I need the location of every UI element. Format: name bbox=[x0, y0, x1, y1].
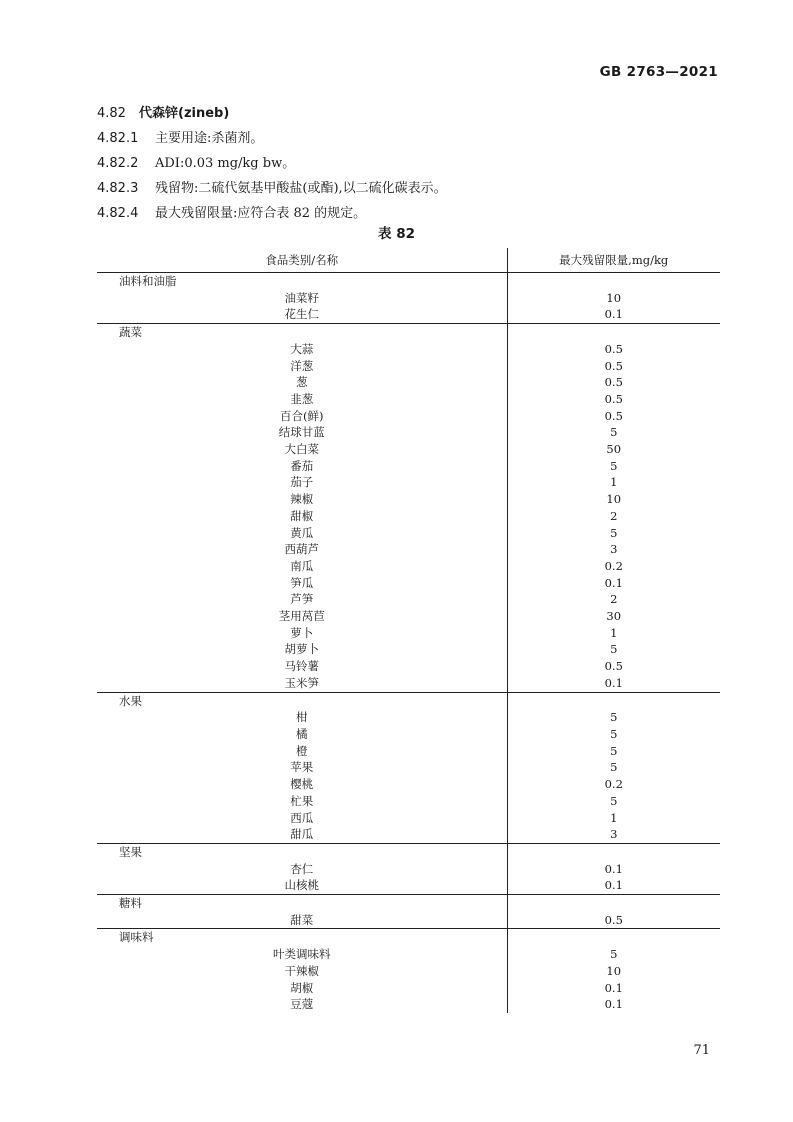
max-residue-limit: 0.5 bbox=[604, 358, 623, 373]
table-row bbox=[97, 541, 720, 558]
clause-number: 4.82.4 bbox=[97, 206, 139, 221]
clause-number: 4.82.2 bbox=[97, 156, 139, 171]
column-header-limit: 最大残留限量,mg/kg bbox=[507, 248, 720, 273]
food-name: 胡椒 bbox=[97, 980, 507, 997]
max-residue-limit: 1 bbox=[610, 810, 618, 825]
food-name: 干辣椒 bbox=[97, 963, 507, 980]
food-name: 萝卜 bbox=[97, 625, 507, 642]
category-value-empty bbox=[507, 929, 720, 946]
food-name: 大白菜 bbox=[97, 441, 507, 458]
max-residue-limit: 3 bbox=[610, 542, 618, 557]
max-residue-limit: 0.5 bbox=[604, 912, 623, 927]
max-residue-limit: 2 bbox=[610, 592, 618, 607]
max-residue-limit: 5 bbox=[610, 710, 618, 725]
max-residue-limit: 3 bbox=[610, 827, 618, 842]
max-residue-limit: 0.1 bbox=[604, 861, 623, 876]
category-value-empty bbox=[507, 273, 720, 290]
food-name: 豆蔻 bbox=[97, 996, 507, 1013]
category-value-empty bbox=[507, 843, 720, 860]
category-row bbox=[97, 692, 720, 709]
food-name: 胡萝卜 bbox=[97, 641, 507, 658]
food-name: 芦笋 bbox=[97, 591, 507, 608]
clause-text: 残留物:二硫代氨基甲酸盐(或酯),以二硫化碳表示。 bbox=[155, 181, 447, 196]
mrl-table bbox=[97, 248, 720, 1013]
category-value-empty bbox=[507, 324, 720, 341]
category-label: 蔬菜 bbox=[97, 324, 507, 341]
standard-number: GB 2763—2021 bbox=[599, 64, 718, 80]
max-residue-limit: 5 bbox=[610, 793, 618, 808]
table-row bbox=[97, 424, 720, 441]
food-name: 黄瓜 bbox=[97, 525, 507, 542]
table-row bbox=[97, 675, 720, 692]
max-residue-limit: 2 bbox=[610, 508, 618, 523]
clause-number: 4.82 bbox=[97, 106, 126, 121]
max-residue-limit: 0.2 bbox=[604, 777, 623, 792]
table-row bbox=[97, 441, 720, 458]
clause-item bbox=[97, 176, 717, 201]
food-name: 南瓜 bbox=[97, 558, 507, 575]
category-label: 糖料 bbox=[97, 895, 507, 912]
clause-text: 代森锌(zineb) bbox=[139, 106, 230, 121]
table-row bbox=[97, 709, 720, 726]
table-body bbox=[97, 273, 720, 1013]
table-row bbox=[97, 641, 720, 658]
food-name: 茎用莴苣 bbox=[97, 608, 507, 625]
table-row bbox=[97, 658, 720, 675]
max-residue-limit: 0.5 bbox=[604, 375, 623, 390]
max-residue-limit: 5 bbox=[610, 947, 618, 962]
clause-heading bbox=[97, 101, 717, 126]
table-row bbox=[97, 474, 720, 491]
food-name: 杏仁 bbox=[97, 861, 507, 878]
table-row bbox=[97, 759, 720, 776]
max-residue-limit: 5 bbox=[610, 726, 618, 741]
max-residue-limit: 5 bbox=[610, 425, 618, 440]
max-residue-limit: 0.2 bbox=[604, 558, 623, 573]
category-label: 坚果 bbox=[97, 843, 507, 860]
food-name: 叶类调味料 bbox=[97, 946, 507, 963]
food-name: 橙 bbox=[97, 743, 507, 760]
food-name: 马铃薯 bbox=[97, 658, 507, 675]
table-row bbox=[97, 508, 720, 525]
table-row bbox=[97, 793, 720, 810]
category-row bbox=[97, 843, 720, 860]
clause-number: 4.82.3 bbox=[97, 181, 139, 196]
category-row bbox=[97, 929, 720, 946]
table-row bbox=[97, 912, 720, 929]
table-row bbox=[97, 861, 720, 878]
clause-text: ADI:0.03 mg/kg bw。 bbox=[155, 156, 296, 171]
max-residue-limit: 0.5 bbox=[604, 391, 623, 406]
food-name: 茄子 bbox=[97, 474, 507, 491]
food-name: 山核桃 bbox=[97, 877, 507, 894]
category-row bbox=[97, 324, 720, 341]
food-name: 柑 bbox=[97, 709, 507, 726]
category-label: 水果 bbox=[97, 692, 507, 709]
table-row bbox=[97, 341, 720, 358]
category-value-empty bbox=[507, 692, 720, 709]
clause-text: 最大残留限量:应符合表 82 的规定。 bbox=[155, 206, 367, 221]
table-row bbox=[97, 408, 720, 425]
page-number: 71 bbox=[693, 1043, 710, 1058]
max-residue-limit: 10 bbox=[606, 963, 622, 978]
food-name: 樱桃 bbox=[97, 776, 507, 793]
clause-number: 4.82.1 bbox=[97, 131, 139, 146]
food-name: 杧果 bbox=[97, 793, 507, 810]
table-row bbox=[97, 810, 720, 827]
food-name: 甜瓜 bbox=[97, 826, 507, 843]
table-title: 表 82 bbox=[378, 226, 415, 242]
table-row bbox=[97, 946, 720, 963]
food-name: 辣椒 bbox=[97, 491, 507, 508]
table-row bbox=[97, 491, 720, 508]
table-row bbox=[97, 358, 720, 375]
table-row bbox=[97, 290, 720, 307]
max-residue-limit: 5 bbox=[610, 760, 618, 775]
max-residue-limit: 0.1 bbox=[604, 307, 623, 322]
max-residue-limit: 0.1 bbox=[604, 675, 623, 690]
table-row bbox=[97, 374, 720, 391]
max-residue-limit: 0.5 bbox=[604, 408, 623, 423]
table-row bbox=[97, 776, 720, 793]
max-residue-limit: 0.5 bbox=[604, 341, 623, 356]
table-row bbox=[97, 726, 720, 743]
clause-text: 主要用途:杀菌剂。 bbox=[155, 131, 264, 146]
table-row bbox=[97, 575, 720, 592]
food-name: 葱 bbox=[97, 374, 507, 391]
max-residue-limit: 5 bbox=[610, 458, 618, 473]
food-name: 花生仁 bbox=[97, 306, 507, 323]
category-label: 油料和油脂 bbox=[97, 273, 507, 290]
category-row bbox=[97, 895, 720, 912]
max-residue-limit: 0.1 bbox=[604, 878, 623, 893]
table-row bbox=[97, 963, 720, 980]
category-row bbox=[97, 273, 720, 290]
max-residue-limit: 50 bbox=[606, 442, 622, 457]
table-row bbox=[97, 458, 720, 475]
table-row bbox=[97, 391, 720, 408]
food-name: 韭葱 bbox=[97, 391, 507, 408]
table-row bbox=[97, 980, 720, 997]
max-residue-limit: 10 bbox=[606, 492, 622, 507]
food-name: 甜椒 bbox=[97, 508, 507, 525]
max-residue-limit: 0.5 bbox=[604, 659, 623, 674]
table-row bbox=[97, 608, 720, 625]
food-name: 大蒜 bbox=[97, 341, 507, 358]
food-name: 苹果 bbox=[97, 759, 507, 776]
column-header-food: 食品类别/名称 bbox=[97, 248, 507, 273]
food-name: 玉米笋 bbox=[97, 675, 507, 692]
max-residue-limit: 5 bbox=[610, 743, 618, 758]
max-residue-limit: 1 bbox=[610, 625, 618, 640]
table-row bbox=[97, 306, 720, 323]
food-name: 西瓜 bbox=[97, 810, 507, 827]
table-header-row bbox=[97, 248, 720, 273]
clause-item bbox=[97, 126, 717, 151]
table-row bbox=[97, 743, 720, 760]
food-name: 洋葱 bbox=[97, 358, 507, 375]
max-residue-limit: 0.1 bbox=[604, 980, 623, 995]
max-residue-limit: 1 bbox=[610, 475, 618, 490]
table-row bbox=[97, 996, 720, 1013]
max-residue-limit: 10 bbox=[606, 290, 622, 305]
max-residue-limit: 5 bbox=[610, 525, 618, 540]
table-row bbox=[97, 877, 720, 894]
food-name: 橘 bbox=[97, 726, 507, 743]
food-name: 结球甘蓝 bbox=[97, 424, 507, 441]
table-row bbox=[97, 826, 720, 843]
table-row bbox=[97, 591, 720, 608]
table-row bbox=[97, 625, 720, 642]
clause-item bbox=[97, 151, 717, 176]
clause-list bbox=[97, 101, 717, 226]
table-row bbox=[97, 558, 720, 575]
table-row bbox=[97, 525, 720, 542]
food-name: 油菜籽 bbox=[97, 290, 507, 307]
category-label: 调味料 bbox=[97, 929, 507, 946]
max-residue-limit: 5 bbox=[610, 642, 618, 657]
max-residue-limit: 0.1 bbox=[604, 997, 623, 1012]
max-residue-limit: 30 bbox=[606, 609, 622, 624]
food-name: 西葫芦 bbox=[97, 541, 507, 558]
category-value-empty bbox=[507, 895, 720, 912]
food-name: 百合(鲜) bbox=[97, 408, 507, 425]
food-name: 甜菜 bbox=[97, 912, 507, 929]
food-name: 笋瓜 bbox=[97, 575, 507, 592]
max-residue-limit: 0.1 bbox=[604, 575, 623, 590]
food-name: 番茄 bbox=[97, 458, 507, 475]
